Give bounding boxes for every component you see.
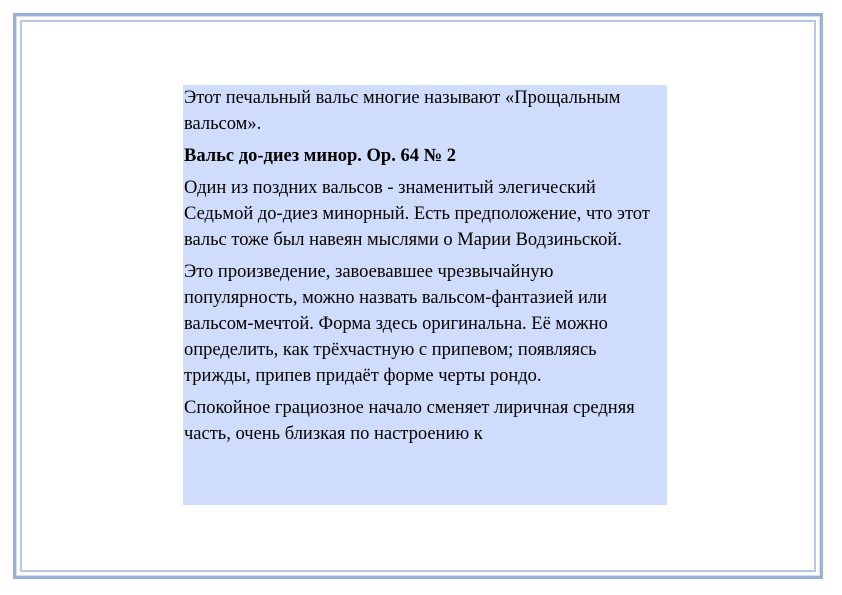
paragraph-late-waltz: Один из поздних вальсов - знаменитый элегический Седьмой до-диез минорный. Есть предположение, что этот вальс тоже был навеян мыслями о Марии Водзиньской. — [184, 178, 650, 250]
waltz-heading: Вальс до-диез минор. Ор. 64 № 2 — [184, 146, 457, 166]
paragraph-beginning: Спокойное грациозное начало сменяет лиричная средняя часть, очень близкая по настроению к — [184, 398, 635, 444]
paragraph-form: Это произведение, завоевавшее чрезвычайную популярность, можно назвать вальсом-фантазией или вальсом-мечтой. Форма здесь оригинальна. Её можно определить, как трёхчастную с припевом; появляясь трижды, припев придаёт форме черты рондо. — [184, 262, 608, 386]
text-box[interactable] — [183, 85, 667, 505]
intro-paragraph: Этот печальный вальс многие называют «Прощальным вальсом». — [184, 88, 621, 134]
